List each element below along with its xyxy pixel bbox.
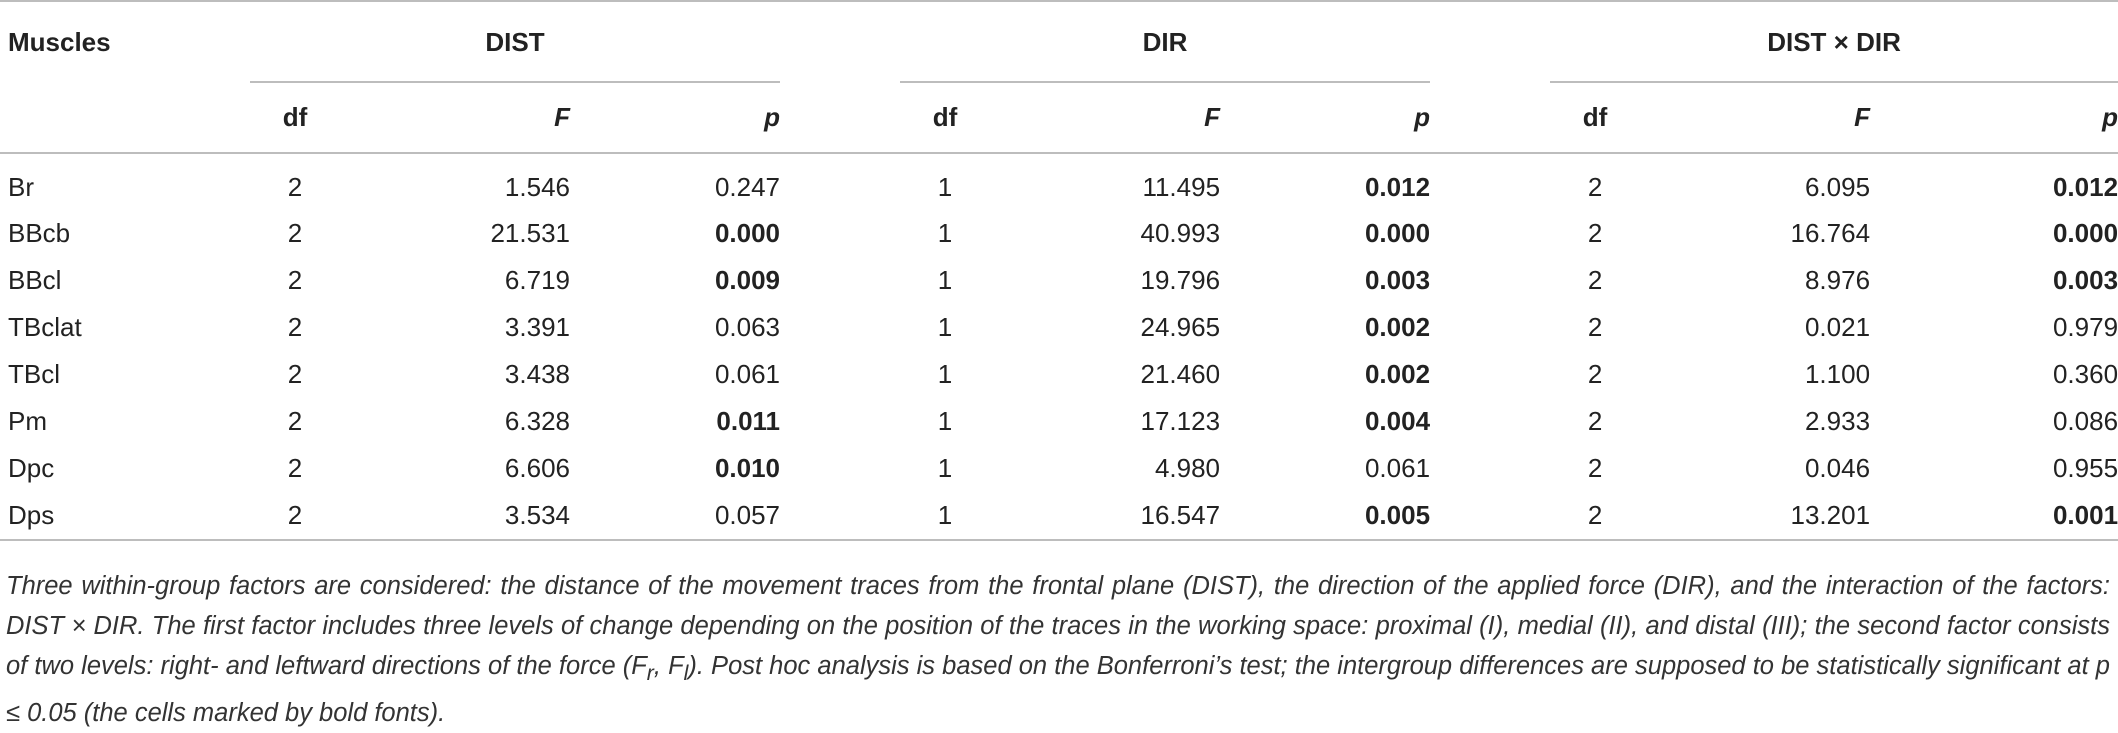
df-cell-interaction: 2: [1587, 453, 1603, 483]
df-cell-dir: 1: [937, 265, 953, 295]
f-cell-dist: 6.328: [504, 406, 570, 436]
p-header-interaction: p: [1870, 83, 2118, 153]
f-cell-dist: 3.534: [340, 492, 570, 540]
p-cell-dist: 0.010: [714, 453, 781, 483]
caption-subscript-l: l: [683, 661, 689, 686]
p-cell-interaction: 0.001: [1870, 492, 2118, 540]
df-cell-interaction: 2: [1587, 265, 1603, 295]
df-cell-dist: 2: [287, 406, 303, 436]
p-cell-dist: 0.009: [714, 265, 781, 295]
group-header-row: [0, 1, 2118, 83]
df-header-interaction: df: [1550, 83, 1640, 153]
df-cell-dir: 1: [900, 492, 990, 540]
p-cell-interaction: 0.003: [2052, 265, 2118, 295]
group-header-dir: [900, 1, 1430, 83]
p-cell-interaction: 0.979: [2052, 312, 2118, 342]
table-row: [0, 153, 2118, 210]
df-cell-dist: 2: [287, 218, 303, 248]
f-header-dir: F: [990, 83, 1220, 153]
f-cell-dist: 6.719: [504, 265, 570, 295]
df-cell-dist: 2: [287, 265, 303, 295]
p-cell-dist: 0.000: [714, 218, 781, 248]
df-cell-dist: 2: [287, 359, 303, 389]
caption-subscript-r: r: [646, 661, 654, 686]
muscle-name-cell: TBclat: [8, 312, 82, 342]
muscle-name-cell: Dpc: [8, 453, 55, 483]
f-cell-interaction: 8.976: [1804, 265, 1871, 295]
f-cell-dir: 19.796: [1140, 265, 1221, 295]
df-cell-interaction: 2: [1587, 312, 1603, 342]
muscle-name-cell: Pm: [8, 406, 47, 436]
f-header-interaction: F: [1640, 83, 1870, 153]
p-cell-dir: 0.000: [1364, 218, 1431, 248]
p-cell-dist: 0.061: [714, 359, 781, 389]
f-cell-interaction: 0.046: [1804, 453, 1871, 483]
f-cell-dist: 6.606: [504, 453, 570, 483]
df-header-dist: df: [250, 83, 340, 153]
f-cell-interaction: 16.764: [1790, 218, 1871, 248]
df-cell-dist: 2: [250, 492, 340, 540]
df-cell-dist: 2: [287, 312, 303, 342]
df-header-dir: df: [900, 83, 990, 153]
muscle-name-cell: Dps: [0, 492, 250, 540]
table-row: [0, 492, 2118, 540]
p-header-dir: p: [1220, 83, 1430, 153]
caption-text-1: Three within-group factors are considered: the distance of the movement traces from the frontal plane (DIST), the direction of the applied force (DIR), and the interaction of the factors: DIST × DIR. The first factor includes three levels of change depending on the position of the traces in the working space: proximal (I), medial (II), and distal (III); the second factor consists of two levels: right- and leftward directions of the force (F: [6, 572, 2110, 680]
p-cell-dir: 0.002: [1364, 359, 1431, 389]
p-cell-dir: 0.012: [1364, 171, 1431, 202]
df-cell-dist: 2: [287, 171, 303, 202]
p-cell-interaction: 0.012: [2052, 171, 2118, 202]
p-cell-dir: 0.003: [1364, 265, 1431, 295]
df-cell-dir: 1: [937, 171, 953, 202]
df-cell-dir: 1: [937, 406, 953, 436]
table-row: [0, 398, 2118, 445]
p-cell-dist: 0.247: [714, 171, 781, 202]
f-cell-interaction: 13.201: [1640, 492, 1870, 540]
caption-text-2: ). Post hoc analysis is based on the Bonferroni’s test; the intergroup differences are supposed to be statistically significant at p ≤ 0.05 (the cells marked by bold fonts).: [6, 652, 2110, 728]
muscles-header: Muscles: [8, 27, 111, 57]
muscle-name-cell: BBcl: [8, 265, 62, 295]
table-row: [0, 257, 2118, 304]
table-row: [0, 304, 2118, 351]
df-cell-dir: 1: [937, 453, 953, 483]
group-underline-interaction: [1550, 81, 2118, 83]
f-cell-dir: 24.965: [1140, 312, 1221, 342]
muscle-name-cell: TBcl: [8, 359, 60, 389]
f-cell-interaction: 0.021: [1804, 312, 1871, 342]
df-cell-dir: 1: [937, 218, 953, 248]
df-cell-dir: 1: [937, 312, 953, 342]
f-cell-dir: 40.993: [1140, 218, 1221, 248]
f-cell-interaction: 6.095: [1804, 171, 1871, 202]
f-cell-dir: 16.547: [990, 492, 1220, 540]
table-caption: [6, 566, 2110, 733]
df-cell-interaction: 2: [1587, 171, 1603, 202]
group-underline-dist: [250, 81, 780, 83]
f-cell-dist: 3.391: [504, 312, 570, 342]
df-cell-interaction: 2: [1587, 359, 1603, 389]
caption-separator: , F: [653, 652, 684, 680]
table-row: [0, 351, 2118, 398]
group-label-interaction: DIST × DIR: [1767, 27, 1901, 57]
p-cell-dist: 0.063: [714, 312, 781, 342]
p-cell-dir: 0.061: [1364, 453, 1431, 483]
f-header-dist: F: [340, 83, 570, 153]
p-cell-interaction: 0.955: [2052, 453, 2118, 483]
p-cell-dir: 0.005: [1220, 492, 1430, 540]
p-header-dist: p: [570, 83, 780, 153]
f-cell-dir: 11.495: [1142, 171, 1221, 202]
f-cell-dir: 4.980: [1154, 453, 1221, 483]
df-cell-dist: 2: [287, 453, 303, 483]
muscle-name-cell: BBcb: [8, 218, 71, 248]
f-cell-dist: 1.546: [504, 171, 570, 202]
f-cell-interaction: 2.933: [1804, 406, 1871, 436]
sub-header-row: [0, 83, 2118, 153]
table-row: [0, 210, 2118, 257]
group-underline-dir: [900, 81, 1430, 83]
f-cell-dist: 21.531: [490, 218, 570, 248]
f-cell-interaction: 1.100: [1804, 359, 1871, 389]
df-cell-interaction: 2: [1550, 492, 1640, 540]
group-label-dir: DIR: [1142, 27, 1188, 57]
f-cell-dir: 21.460: [1140, 359, 1221, 389]
group-header-dist: [250, 1, 780, 83]
df-cell-dir: 1: [937, 359, 953, 389]
group-label-dist: DIST: [485, 27, 545, 57]
muscle-name-cell: Br: [8, 171, 34, 202]
p-cell-dir: 0.004: [1364, 406, 1431, 436]
p-cell-interaction: 0.000: [2052, 218, 2118, 248]
group-header-interaction: [1550, 1, 2118, 83]
p-cell-interaction: 0.086: [2052, 406, 2118, 436]
df-cell-interaction: 2: [1587, 218, 1603, 248]
p-cell-dist: 0.057: [570, 492, 780, 540]
p-cell-dir: 0.002: [1364, 312, 1431, 342]
table-body: [0, 153, 2118, 540]
f-cell-dist: 3.438: [504, 359, 570, 389]
df-cell-interaction: 2: [1587, 406, 1603, 436]
p-cell-interaction: 0.360: [2052, 359, 2118, 389]
table-row: [0, 445, 2118, 492]
p-cell-dist: 0.011: [716, 406, 781, 436]
f-cell-dir: 17.123: [1140, 406, 1221, 436]
